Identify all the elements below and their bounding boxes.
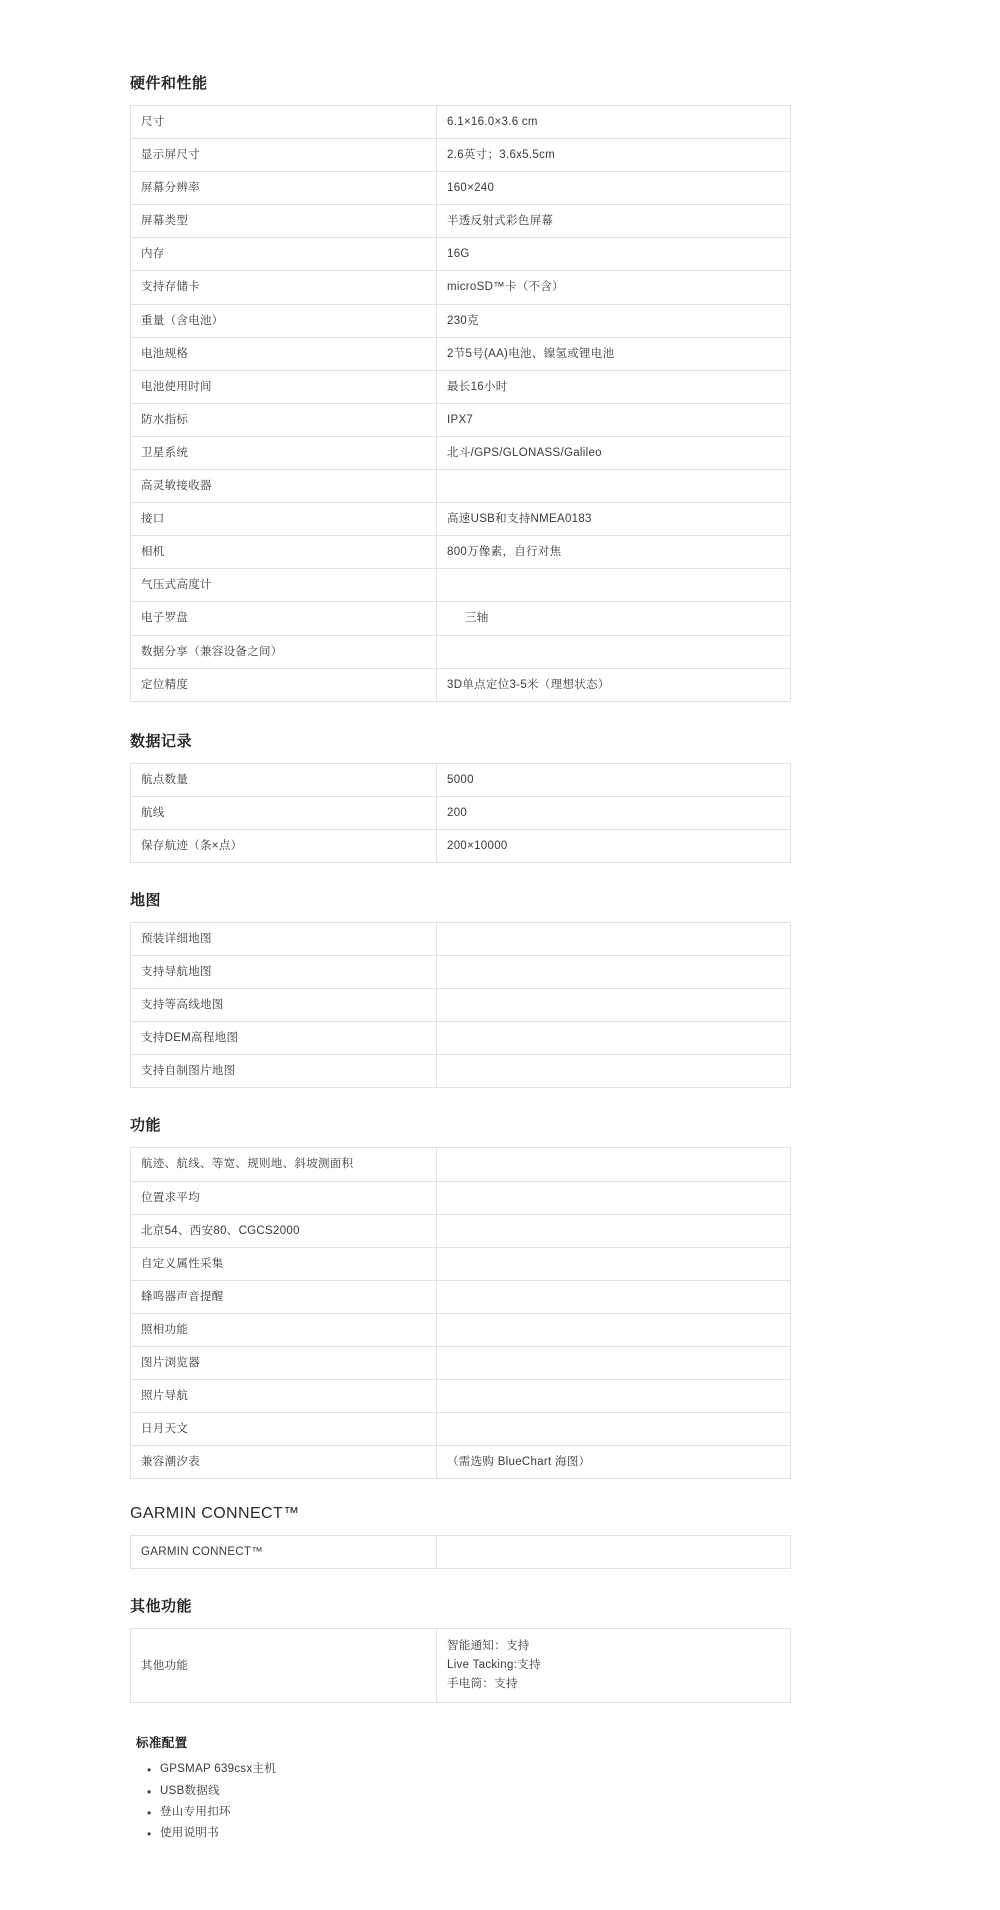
table-row <box>131 1055 791 1088</box>
table-row <box>131 370 791 403</box>
row-value: 2节5号(AA)电池、镍氢或锂电池 <box>437 337 791 370</box>
row-value: 2.6英寸；3.6x5.5cm <box>437 139 791 172</box>
row-label: 相机 <box>131 536 437 569</box>
section-features <box>130 1114 870 1479</box>
table-row <box>131 569 791 602</box>
other-feature-line-3: 手电筒：支持 <box>447 1678 518 1691</box>
row-value: 230克 <box>437 304 791 337</box>
table-row <box>131 1536 791 1569</box>
row-value <box>437 1022 791 1055</box>
row-label: 接口 <box>131 503 437 536</box>
row-value: 北斗/GPS/GLONASS/Galileo <box>437 436 791 469</box>
table-row <box>131 1247 791 1280</box>
standard-config-list <box>130 1759 870 1844</box>
table-row <box>131 989 791 1022</box>
table-row <box>131 668 791 701</box>
spec-table-features <box>130 1147 791 1479</box>
list-item: • USB数据线 <box>160 1781 870 1802</box>
row-label: 防水指标 <box>131 403 437 436</box>
row-label: 蜂鸣器声音提醒 <box>131 1280 437 1313</box>
row-label: 支持自制图片地图 <box>131 1055 437 1088</box>
row-label: 支持存储卡 <box>131 271 437 304</box>
row-label: 数据分享（兼容设备之间） <box>131 635 437 668</box>
section-title-maps: 地图 <box>130 891 162 909</box>
row-label: 尺寸 <box>131 106 437 139</box>
row-label: 航迹、航线、等宽、规则地、斜坡测面积 <box>131 1148 437 1181</box>
row-value: 三轴 <box>437 602 791 635</box>
table-row <box>131 139 791 172</box>
table-row <box>131 470 791 503</box>
row-value: （需选购 BlueChart 海图） <box>437 1446 791 1479</box>
row-label: 支持导航地图 <box>131 956 437 989</box>
table-row <box>131 1022 791 1055</box>
table-row <box>131 829 791 862</box>
row-value <box>437 1214 791 1247</box>
row-value <box>437 956 791 989</box>
row-label: 保存航迹（条×点） <box>131 829 437 862</box>
section-title-other-features: 其他功能 <box>130 1598 193 1616</box>
table-row <box>131 1313 791 1346</box>
row-value <box>437 1313 791 1346</box>
row-label: 气压式高度计 <box>131 569 437 602</box>
row-value <box>437 1629 791 1703</box>
list-item: • 使用说明书 <box>160 1823 870 1844</box>
table-row <box>131 271 791 304</box>
row-value <box>437 989 791 1022</box>
other-feature-line-2: Live Tacking:支持 <box>447 1659 541 1672</box>
row-value: IPX7 <box>437 403 791 436</box>
row-value: 5000 <box>437 763 791 796</box>
row-value <box>437 1181 791 1214</box>
table-row <box>131 1214 791 1247</box>
row-value <box>437 1380 791 1413</box>
spec-table-garmin-connect <box>130 1535 791 1569</box>
spec-table-data-logging <box>130 763 791 863</box>
row-value <box>437 1247 791 1280</box>
table-row <box>131 1181 791 1214</box>
table-row <box>131 304 791 337</box>
row-value <box>437 569 791 602</box>
table-row <box>131 763 791 796</box>
row-label: 内存 <box>131 238 437 271</box>
row-value: 半透反射式彩色屏幕 <box>437 205 791 238</box>
table-row <box>131 1148 791 1181</box>
section-title-garmin-connect: GARMIN CONNECT™ <box>130 1505 300 1523</box>
row-value: microSD™卡（不含） <box>437 271 791 304</box>
section-garmin-connect <box>130 1505 870 1569</box>
table-row <box>131 1446 791 1479</box>
table-row <box>131 1629 791 1703</box>
row-value <box>437 635 791 668</box>
row-label: 电池使用时间 <box>131 370 437 403</box>
row-label: 图片浏览器 <box>131 1347 437 1380</box>
row-label: 位置求平均 <box>131 1181 437 1214</box>
row-value <box>437 470 791 503</box>
row-value: 200 <box>437 796 791 829</box>
table-row <box>131 1380 791 1413</box>
row-label: 自定义属性采集 <box>131 1247 437 1280</box>
row-label: 日月天文 <box>131 1413 437 1446</box>
row-label: 其他功能 <box>131 1629 437 1703</box>
row-value <box>437 1347 791 1380</box>
row-label: 航点数量 <box>131 763 437 796</box>
other-feature-line-1: 智能通知：支持 <box>447 1640 530 1653</box>
section-hardware <box>130 72 870 702</box>
table-row <box>131 602 791 635</box>
row-label: 支持DEM高程地图 <box>131 1022 437 1055</box>
section-standard-config <box>130 1733 870 1844</box>
table-row <box>131 635 791 668</box>
list-item: • GPSMAP 639csx主机 <box>160 1759 870 1780</box>
table-row <box>131 1413 791 1446</box>
table-row <box>131 205 791 238</box>
row-value <box>437 1413 791 1446</box>
table-row <box>131 1280 791 1313</box>
row-label: 北京54、西安80、CGCS2000 <box>131 1214 437 1247</box>
row-label: 卫星系统 <box>131 436 437 469</box>
row-value: 16G <box>437 238 791 271</box>
standard-config-title: 标准配置 <box>136 1736 188 1751</box>
row-value: 200×10000 <box>437 829 791 862</box>
spec-table-hardware <box>130 105 791 702</box>
table-row <box>131 922 791 955</box>
list-item: • 登山专用扣环 <box>160 1802 870 1823</box>
row-value <box>437 1055 791 1088</box>
row-value: 160×240 <box>437 172 791 205</box>
table-row <box>131 436 791 469</box>
row-value: 高速USB和支持NMEA0183 <box>437 503 791 536</box>
table-row <box>131 403 791 436</box>
row-label: 电子罗盘 <box>131 602 437 635</box>
row-value <box>437 1536 791 1569</box>
row-value <box>437 922 791 955</box>
row-value <box>437 1148 791 1181</box>
row-label: 预装详细地图 <box>131 922 437 955</box>
section-title-features: 功能 <box>130 1117 162 1135</box>
section-title-hardware: 硬件和性能 <box>130 75 208 92</box>
row-value: 3D单点定位3-5米（理想状态） <box>437 668 791 701</box>
row-label: 定位精度 <box>131 668 437 701</box>
table-row <box>131 337 791 370</box>
table-row <box>131 796 791 829</box>
section-title-data-logging: 数据记录 <box>130 732 193 750</box>
table-row <box>131 1347 791 1380</box>
section-data-logging <box>130 730 870 863</box>
row-label: 重量（含电池） <box>131 304 437 337</box>
row-label: 电池规格 <box>131 337 437 370</box>
row-value: 最长16小时 <box>437 370 791 403</box>
table-row <box>131 238 791 271</box>
row-label: 兼容潮汐表 <box>131 1446 437 1479</box>
section-maps <box>130 889 870 1088</box>
row-label: 屏幕分辨率 <box>131 172 437 205</box>
spec-table-other-features <box>130 1628 791 1703</box>
row-label: GARMIN CONNECT™ <box>131 1536 437 1569</box>
row-label: 支持等高线地图 <box>131 989 437 1022</box>
row-value: 800万像素，自行对焦 <box>437 536 791 569</box>
section-other-features <box>130 1595 870 1703</box>
row-value: 6.1×16.0×3.6 cm <box>437 106 791 139</box>
row-label: 照片导航 <box>131 1380 437 1413</box>
row-label: 航线 <box>131 796 437 829</box>
row-label: 屏幕类型 <box>131 205 437 238</box>
row-label: 照相功能 <box>131 1313 437 1346</box>
row-value <box>437 1280 791 1313</box>
table-row <box>131 536 791 569</box>
table-row <box>131 172 791 205</box>
row-label: 高灵敏接收器 <box>131 470 437 503</box>
row-label: 显示屏尺寸 <box>131 139 437 172</box>
spec-table-maps <box>130 922 791 1088</box>
table-row <box>131 503 791 536</box>
table-row <box>131 106 791 139</box>
table-row <box>131 956 791 989</box>
